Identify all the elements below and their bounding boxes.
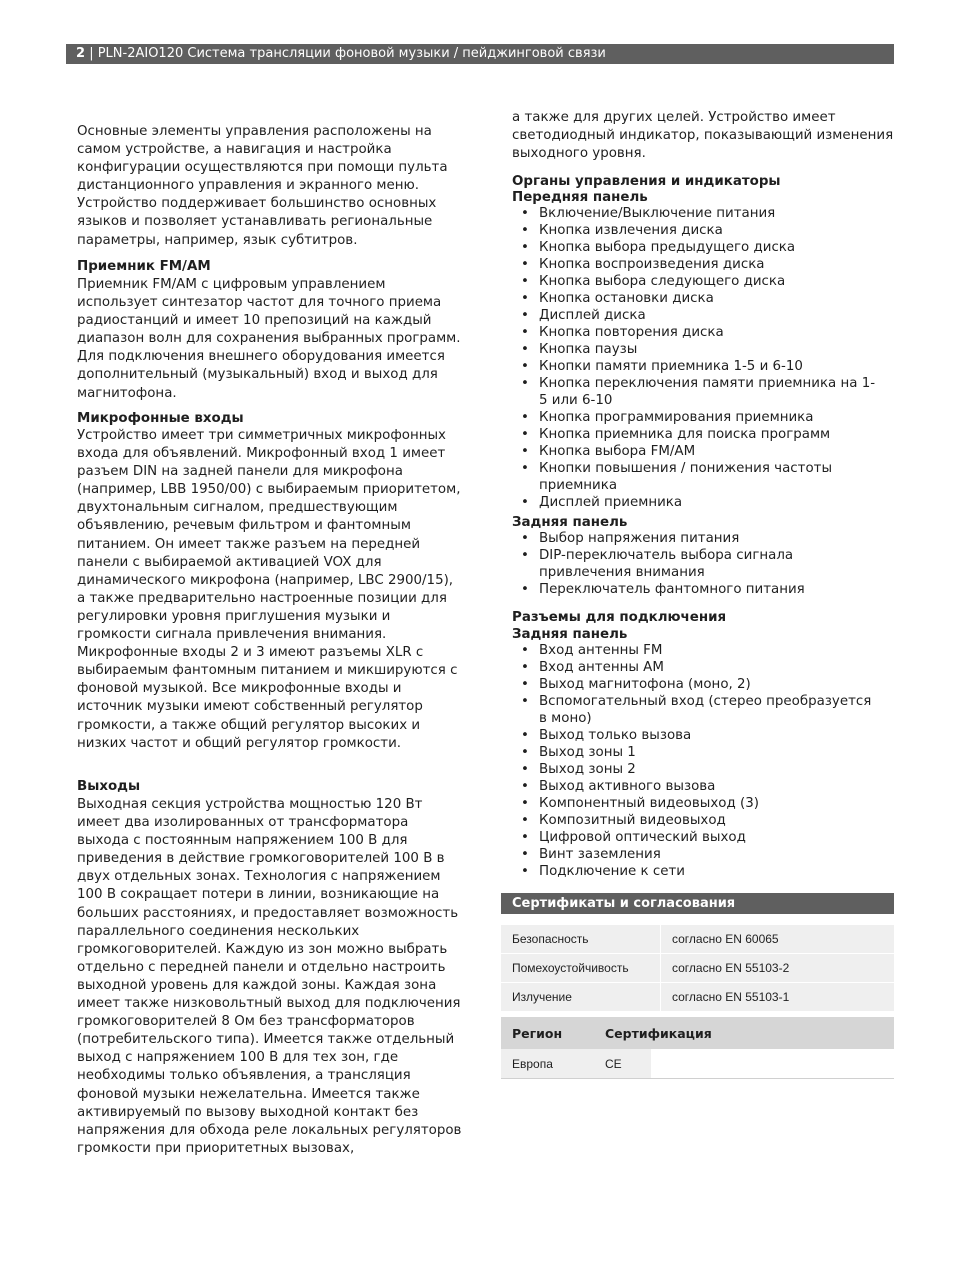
certifications-heading: Сертификаты и согласования (501, 893, 894, 914)
list-item: • Винт заземления (512, 846, 882, 863)
list-item: • Кнопка паузы (512, 341, 882, 358)
list-item: • DIP-переключатель выбора сигнала привлечения внимания (512, 547, 882, 581)
table-row (501, 1049, 894, 1079)
mic-paragraph: Устройство имеет три симметричных микрофонных входа для объявлений. Микрофонный вход 1 имеет разъем DIN на задней панели для микрофона (например, LBB 1950/00) с выбираемым приоритетом, двухтональным сигналом, предшествующим объявлению, речевым фильтром и фантомным питанием. Он имеет также разъем на передней панели с выбираемой активацией VOX для динамического микрофона (например, LBC 2900/15), а также предварительно настроенные позиции для регулировки уровня приглушения музыки и громкости сигнала привлечения внимания. Микрофонные входы 2 и 3 имеют разъемы XLR с выбираемым фантомным питанием и микшируются с фоновой музыкой. Все микрофонные входы и источник музыки имеют собственный регулятор громкости, а также общий регулятор высоких и низких частот и общий регулятор громкости. (77, 428, 461, 751)
list-item: • Вход антенны AM (512, 659, 882, 676)
table-row (501, 925, 894, 954)
region-column-header: Регион (501, 1017, 594, 1049)
list-item: • Вспомогательный вход (стерео преобразуется в моно) (512, 693, 882, 727)
standards-table (501, 925, 894, 1012)
list-item: • Переключатель фантомного питания (512, 581, 882, 598)
rear-panel-label: Задняя панель (512, 515, 628, 530)
connectors-heading: Разъемы для подключения (512, 610, 727, 625)
list-item: • Выход активного вызова (512, 778, 882, 795)
list-item: • Кнопка воспроизведения диска (512, 256, 882, 273)
page-header (66, 44, 894, 64)
list-item: • Выход магнитофона (моно, 2) (512, 676, 882, 693)
connectors-rear-label: Задняя панель (512, 627, 628, 642)
list-item: • Кнопка приемника для поиска программ (512, 426, 882, 443)
table-row (501, 954, 894, 983)
certification-column-header: Сертификация (594, 1017, 894, 1049)
list-item: • Выбор напряжения питания (512, 530, 882, 547)
standard-value: согласно EN 60065 (661, 925, 895, 954)
list-item: • Кнопка извлечения диска (512, 222, 882, 239)
standard-value: согласно EN 55103-2 (661, 954, 895, 983)
outputs-continued-paragraph: а также для других целей. Устройство имеет светодиодный индикатор, показывающий изменения выходного уровня. (512, 110, 894, 162)
front-panel-label: Передняя панель (512, 190, 648, 205)
controls-heading: Органы управления и индикаторы (512, 174, 781, 189)
connectors-list (512, 642, 882, 880)
list-item: • Выход только вызова (512, 727, 882, 744)
list-item: • Композитный видеовыход (512, 812, 882, 829)
list-item: • Кнопки памяти приемника 1-5 и 6-10 (512, 358, 882, 375)
standard-value: согласно EN 55103-1 (661, 983, 895, 1012)
rear-panel-list (512, 530, 882, 598)
list-item: • Кнопка выбора предыдущего диска (512, 239, 882, 256)
list-item: • Вход антенны FM (512, 642, 882, 659)
list-item: • Дисплей приемника (512, 494, 882, 511)
empty-cell (651, 1049, 894, 1079)
list-item: • Выход зоны 2 (512, 761, 882, 778)
list-item: • Кнопка программирования приемника (512, 409, 882, 426)
standard-label: Безопасность (501, 925, 661, 954)
fm-paragraph: Приемник FM/AM с цифровым управлением использует синтезатор частот для точного приема радиостанций и имеет 10 препозиций на каждый диапазон волн для сохранения выбранных программ. Для подключения внешнего оборудования имеется дополнительный (музыкальный) вход и выход для магнитофона. (77, 277, 461, 401)
region-cell: Европа (501, 1049, 594, 1079)
list-item: • Подключение к сети (512, 863, 882, 880)
list-item: • Дисплей диска (512, 307, 882, 324)
outputs-heading: Выходы (77, 779, 141, 794)
standard-label: Помехоустойчивость (501, 954, 661, 983)
outputs-paragraph: Выходная секция устройства мощностью 120 Вт имеет два изолированных от трансформатора выхода с постоянным напряжением 100 В для приведения в действие громкоговорителей 100 В в двух отдельных зонах. Технология с напряжением 100 В сокращает потери в линии, возникающие на больших расстояниях, и предоставляет возможность параллельного соединения нескольких громкоговорителей. Каждую из зон можно выбрать отдельно с передней панели и отдельно настроить выходной уровень для каждой зоны. Каждая зона имеет также низковольтный выход для подключения громкоговорителей 8 Ом без трансформаторов (потребительского типа). Имеется также отдельный выход с напряжением 100 В для тех зон, где необходимы только объявления, а трансляция фоновой музыки нежелательна. Имеется также активируемый по вызову выходной контакт без напряжения для обхода реле локальных регуляторов громкости при приоритетных вызовах, (77, 797, 462, 1156)
list-item: • Компонентный видеовыход (3) (512, 795, 882, 812)
list-item: • Кнопка остановки диска (512, 290, 882, 307)
table-row (501, 983, 894, 1012)
list-item: • Кнопка выбора FM/AM (512, 443, 882, 460)
list-item: • Кнопка повторения диска (512, 324, 882, 341)
list-item: • Кнопка выбора следующего диска (512, 273, 882, 290)
page-number: 2 (76, 46, 86, 61)
list-item: • Цифровой оптический выход (512, 829, 882, 846)
fm-heading: Приемник FM/AM (77, 259, 211, 274)
certification-cell: CE (594, 1049, 651, 1079)
standard-label: Излучение (501, 983, 661, 1012)
intro-paragraph: Основные элементы управления расположены на самом устройстве, а навигация и настройка конфигурации осуществляются при помощи пульта дистанционного управления и экранного меню. Устройство поддерживает большинство основных языков и позволяет устанавливать региональные параметры, например, язык субтитров. (77, 124, 448, 248)
list-item: • Кнопка переключения памяти приемника на 1-5 или 6-10 (512, 375, 882, 409)
mic-heading: Микрофонные входы (77, 411, 244, 426)
front-panel-list (512, 205, 882, 511)
list-item: • Выход зоны 1 (512, 744, 882, 761)
page-header-title: | PLN-2AIO120 Система трансляции фоновой музыки / пейджинговой связи (89, 46, 606, 61)
list-item: • Включение/Выключение питания (512, 205, 882, 222)
region-certification-table (501, 1017, 894, 1079)
list-item: • Кнопки повышения / понижения частоты приемника (512, 460, 882, 494)
